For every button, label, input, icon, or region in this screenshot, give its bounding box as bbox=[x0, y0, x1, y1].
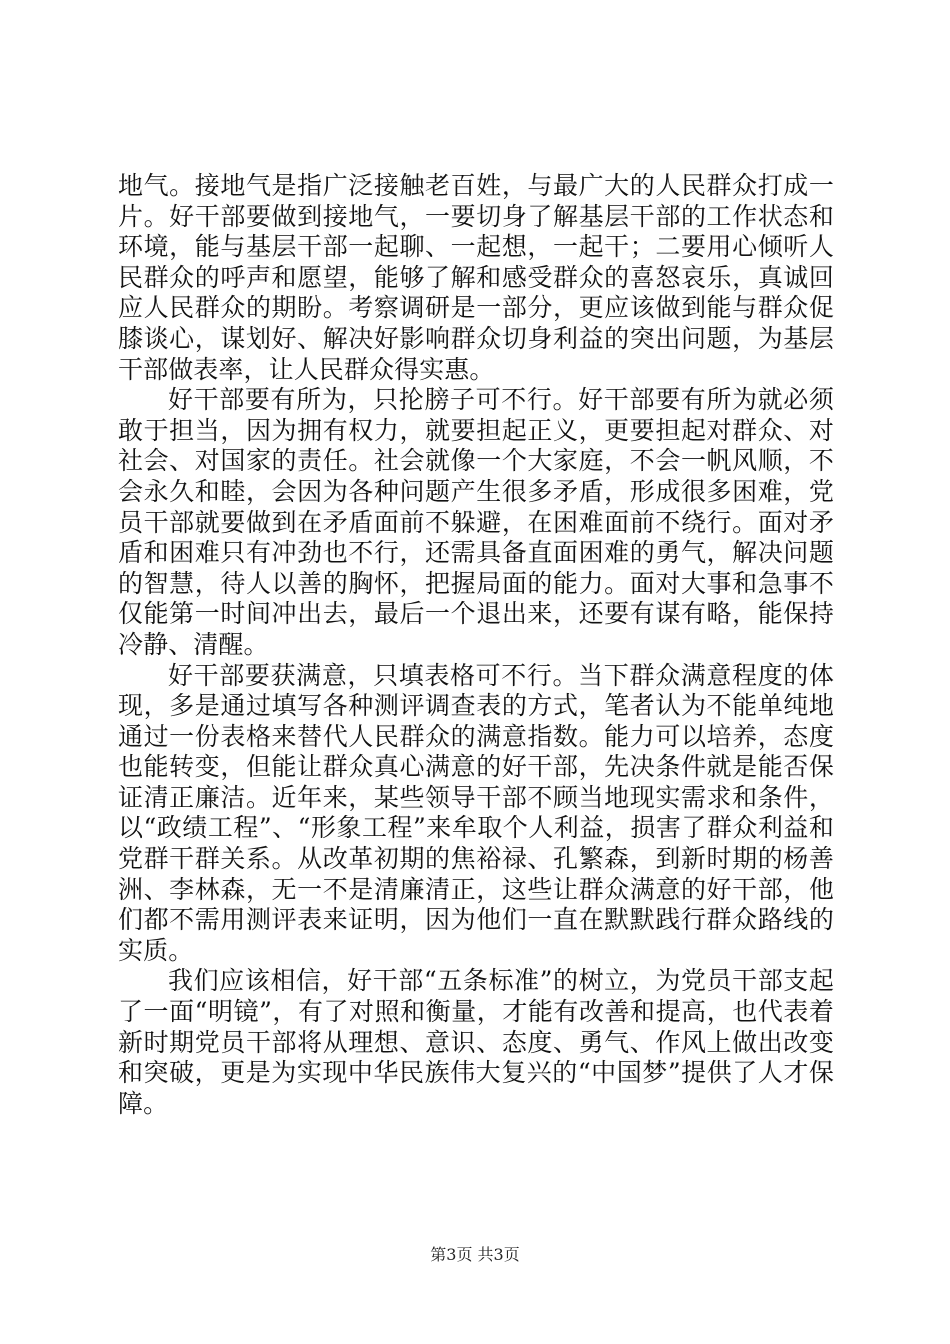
paragraph-2: 好干部要有所为，只抡膀子可不行。好干部要有所为就必须敢于担当，因为拥有权力，就要担起正义，更要担起对群众、对社会、对国家的责任。社会就像一个大家庭，不会一帆风顺，不会永久和睦，会因为各种问题产生很多矛盾，形成很多困难，党员干部就要做到在矛盾面前不躲避，在困难面前不绕行。面对矛盾和困难只有冲劲也不行，还需具备直面困难的勇气，解决问题的智慧，待人以善的胸怀，把握局面的能力。面对大事和急事不仅能第一时间冲出去，最后一个退出来，还要有谋有略，能保持冷静、清醒。 bbox=[118, 385, 834, 659]
paragraph-4: 我们应该相信，好干部“五条标准”的树立，为党员干部支起了一面“明镜”，有了对照和衡量，才能有改善和提高，也代表着新时期党员干部将从理想、意识、态度、勇气、作风上做出改变和突破，更是为实现中华民族伟大复兴的“中国梦”提供了人才保障。 bbox=[118, 966, 834, 1118]
page-number-footer: 第3页 共3页 bbox=[430, 1245, 520, 1264]
paragraph-3: 好干部要获满意，只填表格可不行。当下群众满意程度的体现，多是通过填写各种测评调查表的方式，笔者认为不能单纯地通过一份表格来替代人民群众的满意指数。能力可以培养，态度也能转变，但能让群众真心满意的好干部，先决条件就是能否保证清正廉洁。近年来，某些领导干部不顾当地现实需求和条件，以“政绩工程”、“形象工程”来牟取个人利益，损害了群众利益和党群干群关系。从改革初期的焦裕禄、孔繁森，到新时期的杨善洲、李林森，无一不是清廉清正，这些让群众满意的好干部，他们都不需用测评表来证明，因为他们一直在默默践行群众路线的实质。 bbox=[118, 660, 834, 965]
paragraph-1: 地气。接地气是指广泛接触老百姓，与最广大的人民群众打成一片。好干部要做到接地气，一要切身了解基层干部的工作状态和环境，能与基层干部一起聊、一起想，一起干；二要用心倾听人民群众的呼声和愿望，能够了解和感受群众的喜怒哀乐，真诚回应人民群众的期盼。考察调研是一部分，更应该做到能与群众促膝谈心，谋划好、解决好影响群众切身利益的突出问题，为基层干部做表率，让人民群众得实惠。 bbox=[118, 171, 834, 384]
document-body bbox=[118, 171, 834, 1119]
